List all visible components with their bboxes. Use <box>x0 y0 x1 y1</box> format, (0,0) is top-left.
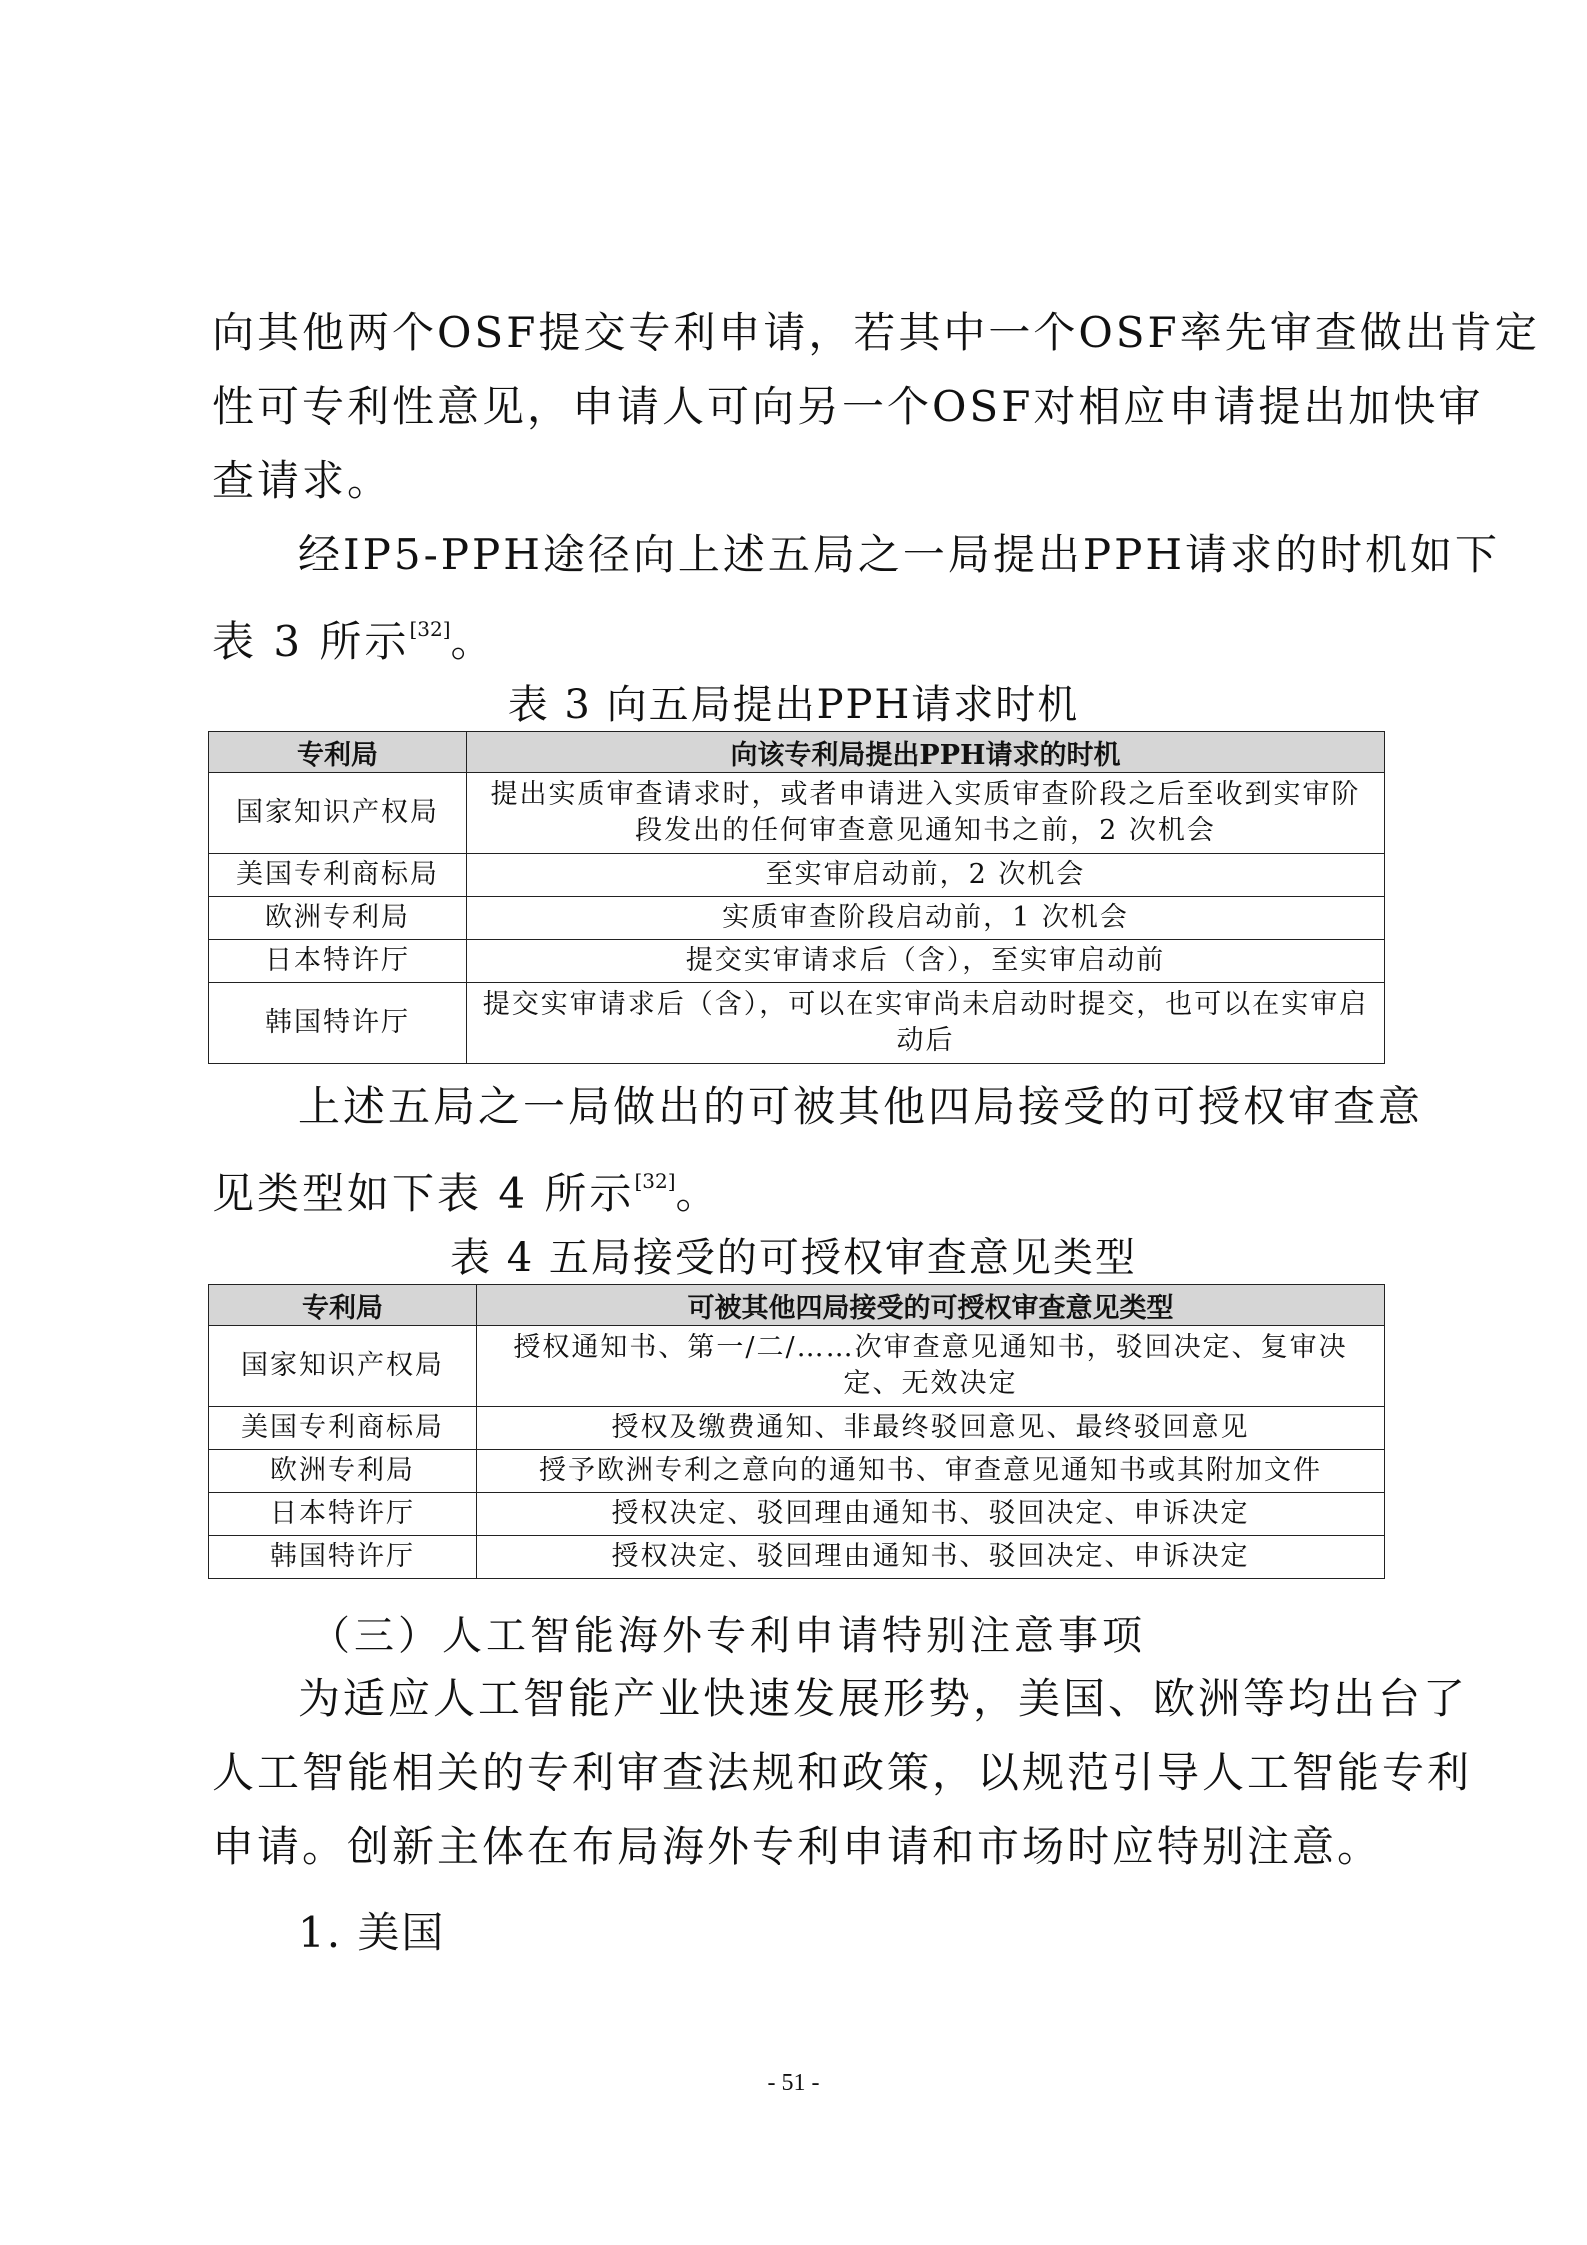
text-line: 查请求。 <box>212 456 393 505</box>
table-cell: 提交实审请求后（含），至实审启动前 <box>467 940 1385 983</box>
table4 <box>208 1284 1385 1579</box>
table-cell: 美国专利商标局 <box>209 1407 477 1450</box>
table-cell: 日本特许厅 <box>209 940 467 983</box>
table-cell: 国家知识产权局 <box>209 773 467 854</box>
table-cell: 实质审查阶段启动前，1 次机会 <box>467 897 1385 940</box>
table-cell: 欧洲专利局 <box>209 897 467 940</box>
table3 <box>208 731 1385 1064</box>
paragraph-opinion-types <box>212 1070 1424 1231</box>
table-cell: 授权决定、驳回理由通知书、驳回决定、申诉决定 <box>477 1536 1385 1579</box>
table-cell: 授权通知书、第一/二/……次审查意见通知书，驳回决定、复审决定、无效决定 <box>477 1326 1385 1407</box>
subsection-heading: 1. 美国 <box>298 1908 446 1957</box>
table-header: 可被其他四局接受的可授权审查意见类型 <box>477 1285 1385 1326</box>
table-header: 向该专利局提出PPH请求的时机 <box>467 732 1385 773</box>
text-fragment: 见类型如下表 4 所示 <box>212 1169 635 1218</box>
section-heading: （三）人工智能海外专利申请特别注意事项 <box>310 1613 1146 1659</box>
table-cell: 日本特许厅 <box>209 1493 477 1536</box>
paragraph-osf <box>212 296 1540 518</box>
citation-ref: [32] <box>634 1169 676 1193</box>
table-cell: 提出实质审查请求时，或者申请进入实质审查阶段之后至收到实审阶段发出的任何审查意见通知书之前，2 次机会 <box>467 773 1385 854</box>
table-cell: 授权决定、驳回理由通知书、驳回决定、申诉决定 <box>477 1493 1385 1536</box>
table-row <box>209 1326 1385 1407</box>
text-line: 为适应人工智能产业快速发展形势，美国、欧洲等均出台了 <box>298 1674 1469 1723</box>
text-line: 向其他两个OSF提交专利申请，若其中一个OSF率先审查做出肯定 <box>212 308 1540 357</box>
table-header-row <box>209 1285 1385 1326</box>
table-cell: 韩国特许厅 <box>209 983 467 1064</box>
paragraph-pph-timing <box>212 518 1501 679</box>
table-row <box>209 1536 1385 1579</box>
table-row <box>209 773 1385 854</box>
table-row <box>209 1493 1385 1536</box>
table4-caption: 表 4 五局接受的可授权审查意见类型 <box>450 1235 1137 1281</box>
text-line: 上述五局之一局做出的可被其他四局接受的可授权审查意 <box>298 1082 1424 1131</box>
text-line: 申请。创新主体在布局海外专利申请和市场时应特别注意。 <box>212 1822 1383 1871</box>
table-cell: 欧洲专利局 <box>209 1450 477 1493</box>
table-row <box>209 1407 1385 1450</box>
text-fragment: 。 <box>450 617 496 666</box>
text-line: 经IP5-PPH途径向上述五局之一局提出PPH请求的时机如下 <box>298 530 1501 579</box>
table-row <box>209 1450 1385 1493</box>
table-cell: 授权及缴费通知、非最终驳回意见、最终驳回意见 <box>477 1407 1385 1450</box>
page-number: - 51 - <box>767 2070 820 2096</box>
table-cell: 提交实审请求后（含），可以在实审尚未启动时提交，也可以在实审启动后 <box>467 983 1385 1064</box>
table-cell: 至实审启动前，2 次机会 <box>467 854 1385 897</box>
table-row <box>209 983 1385 1064</box>
table-row <box>209 897 1385 940</box>
text-fragment: 表 3 所示 <box>212 617 410 666</box>
table-row <box>209 854 1385 897</box>
text-line: 人工智能相关的专利审查法规和政策，以规范引导人工智能专利 <box>212 1748 1473 1797</box>
table-cell: 韩国特许厅 <box>209 1536 477 1579</box>
text-line: 性可专利性意见，申请人可向另一个OSF对相应申请提出加快审 <box>212 382 1484 431</box>
paragraph-ai-policy <box>212 1662 1473 1884</box>
text-fragment: 。 <box>675 1169 721 1218</box>
table-cell: 国家知识产权局 <box>209 1326 477 1407</box>
citation-ref: [32] <box>409 617 451 641</box>
table-header-row <box>209 732 1385 773</box>
text-line <box>212 1144 1388 1231</box>
table-header: 专利局 <box>209 1285 477 1326</box>
table-row <box>209 940 1385 983</box>
text-line <box>212 592 1388 679</box>
table3-caption: 表 3 向五局提出PPH请求时机 <box>507 682 1080 728</box>
table-cell: 美国专利商标局 <box>209 854 467 897</box>
table-header: 专利局 <box>209 732 467 773</box>
table-cell: 授予欧洲专利之意向的通知书、审查意见通知书或其附加文件 <box>477 1450 1385 1493</box>
